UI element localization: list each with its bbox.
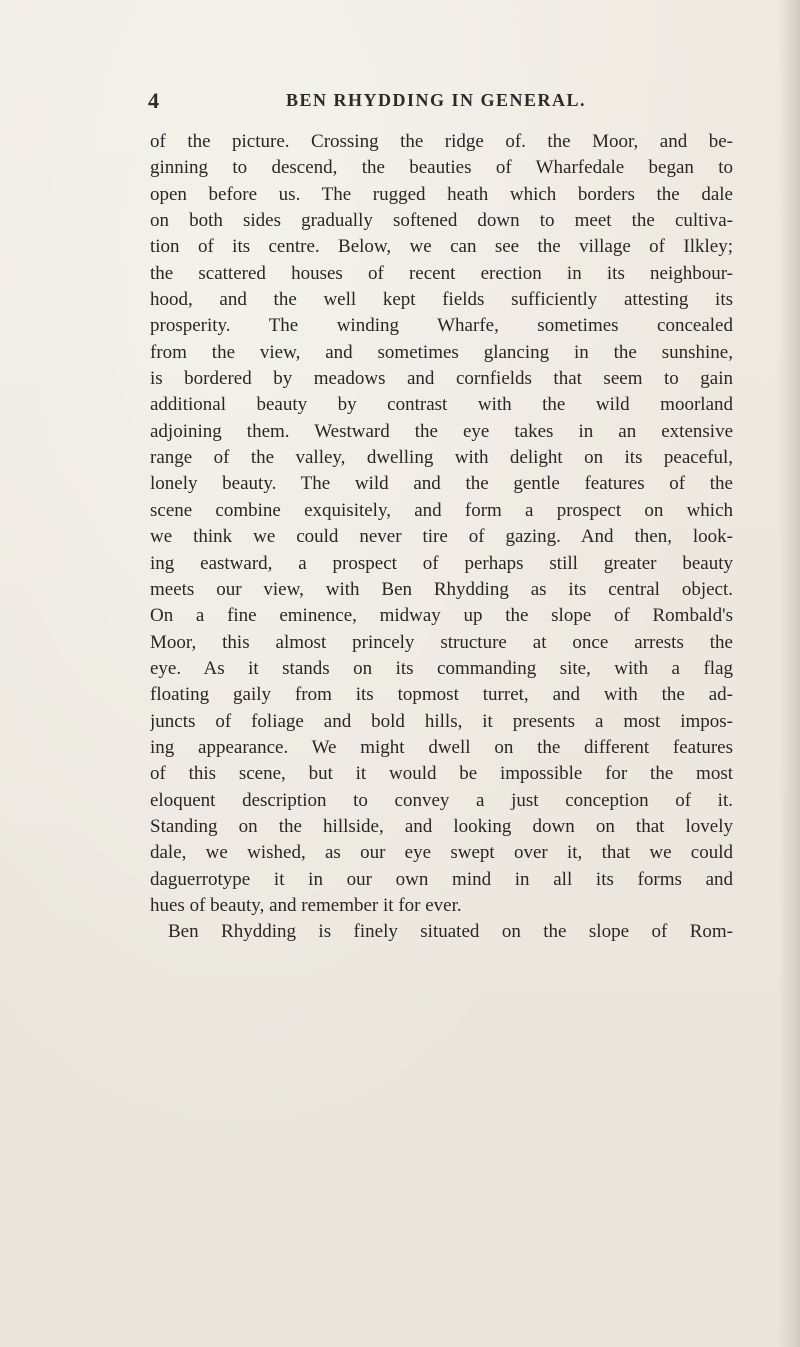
text-line: of the picture. Crossing the ridge of. the Moor, and be- [150,131,733,152]
text-line: of this scene, but it would be impossible for the most [150,763,733,785]
text-line: on both sides gradually softened down to meet the cultiva- [150,210,733,232]
text-line: the scattered houses of recent erection in its neighbour- [150,262,733,284]
text-line: daguerrotype it in our own mind in all its forms and [150,868,733,890]
text-line: range of the valley, dwelling with delight on its peaceful, [150,447,733,469]
body-text [150,129,733,946]
text-line: ing eastward, a prospect of perhaps still greater beauty [150,552,733,574]
text-line: we think we could never tire of gazing. And then, look- [150,526,733,548]
text-line: tion of its centre. Below, we can see the village of Ilkley; [150,236,733,258]
text-line: additional beauty by contrast with the wild moorland [150,394,733,416]
text-line: On a fine eminence, midway up the slope of Rombald's [150,605,733,627]
text-line: prosperity. The winding Wharfe, sometimes concealed [150,315,733,337]
text-line: hood, and the well kept fields sufficiently attesting its [150,289,733,311]
text-line: lonely beauty. The wild and the gentle features of the [150,473,733,495]
page-header [148,88,728,116]
text-line: hues of beauty, and remember it for ever. [150,894,462,916]
running-head: BEN RHYDDING IN GENERAL. [286,90,587,110]
text-line: Moor, this almost princely structure at once arrests the [150,631,733,653]
text-line: meets our view, with Ben Rhydding as its central object. [150,578,733,600]
text-line: juncts of foliage and bold hills, it presents a most impos- [150,710,733,732]
text-line: floating gaily from its topmost turret, and with the ad- [150,684,733,706]
text-line: is bordered by meadows and cornfields that seem to gain [150,368,733,390]
text-line: adjoining them. Westward the eye takes in an extensive [150,420,733,442]
text-line: ginning to descend, the beauties of Wharfedale began to [150,157,733,179]
text-line: open before us. The rugged heath which borders the dale [150,183,733,205]
text-line: Ben Rhydding is finely situated on the slope of Rom- [168,921,733,943]
text-line: Standing on the hillside, and looking down on that lovely [150,815,733,837]
text-line: dale, we wished, as our eye swept over it, that we could [150,842,733,864]
page-edge-shadow [778,0,800,1347]
text-line: ing appearance. We might dwell on the different features [150,736,733,758]
text-line: scene combine exquisitely, and form a prospect on which [150,499,733,521]
page-number: 4 [148,88,159,113]
text-line: eye. As it stands on its commanding site, with a flag [150,657,733,679]
text-line: eloquent description to convey a just conception of it. [150,789,733,811]
text-line: from the view, and sometimes glancing in the sunshine, [150,341,733,363]
